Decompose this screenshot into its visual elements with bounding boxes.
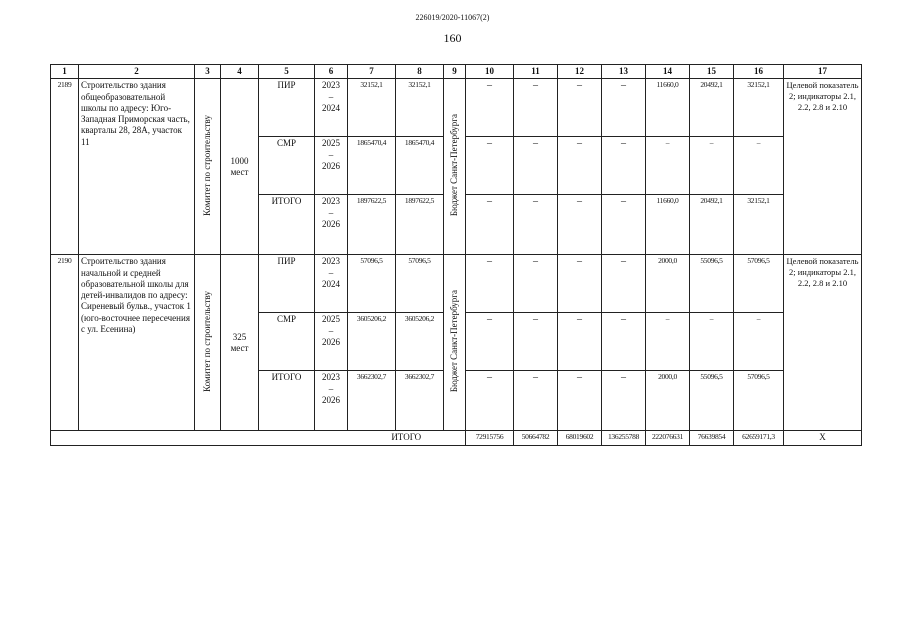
year-value: – bbox=[602, 371, 646, 431]
year-value: – bbox=[602, 195, 646, 255]
stage-name: ПИР bbox=[259, 255, 315, 313]
total-label: ИТОГО bbox=[348, 431, 466, 445]
year-part: 2024 bbox=[322, 102, 340, 113]
total-cost: 32152,1 bbox=[348, 79, 396, 137]
year-value: – bbox=[514, 79, 558, 137]
year-value: – bbox=[558, 79, 602, 137]
budget-label: Бюджет Санкт-Петербурга bbox=[448, 114, 459, 217]
col-header: 2 bbox=[79, 65, 195, 79]
year-value: – bbox=[690, 313, 734, 371]
year-value: – bbox=[466, 137, 514, 195]
year-value: 55096,5 bbox=[690, 255, 734, 313]
year-value: 2000,0 bbox=[646, 371, 690, 431]
remaining-cost: 1897622,5 bbox=[396, 195, 444, 255]
stage-name: ПИР bbox=[259, 79, 315, 137]
year-value: – bbox=[558, 195, 602, 255]
year-value: – bbox=[514, 137, 558, 195]
year-part: 2025 bbox=[322, 138, 340, 149]
customer-label: Комитет по строительству bbox=[201, 114, 212, 216]
col-header: 14 bbox=[646, 65, 690, 79]
year-part: – bbox=[328, 207, 334, 218]
year-part: – bbox=[328, 267, 334, 278]
budget-table bbox=[50, 64, 862, 446]
year-value: – bbox=[466, 313, 514, 371]
year-value: 11660,0 bbox=[646, 195, 690, 255]
year-part: – bbox=[328, 383, 334, 394]
year-value: – bbox=[734, 137, 784, 195]
year-part: 2026 bbox=[322, 218, 340, 229]
col-header: 12 bbox=[558, 65, 602, 79]
customer-cell bbox=[195, 79, 221, 255]
col-header: 7 bbox=[348, 65, 396, 79]
year-value: – bbox=[646, 137, 690, 195]
total-value: 136255788 bbox=[602, 431, 646, 445]
year-part: 2024 bbox=[322, 278, 340, 289]
total-blank bbox=[51, 431, 348, 445]
row-number: 2190 bbox=[51, 255, 79, 431]
remaining-cost: 3662302,7 bbox=[396, 371, 444, 431]
object-description: Строительство здания начальной и средней образовательной школы для детей-инвалидов по адресу: Сиреневый бульв., участок 1 (юго-восточнее пересечения с ул. Есенина) bbox=[79, 255, 195, 431]
header-row bbox=[51, 65, 862, 79]
remaining-cost: 57096,5 bbox=[396, 255, 444, 313]
year-value: 55096,5 bbox=[690, 371, 734, 431]
col-header: 9 bbox=[444, 65, 466, 79]
year-part: 2023 bbox=[322, 256, 340, 267]
year-value: – bbox=[734, 313, 784, 371]
target-indicator: Целевой показатель 2; индикаторы 2.1, 2.2, 2.8 и 2.10 bbox=[784, 79, 862, 255]
total-note: Х bbox=[784, 431, 862, 445]
year-value: – bbox=[466, 255, 514, 313]
year-part: 2023 bbox=[322, 372, 340, 383]
year-value: – bbox=[558, 313, 602, 371]
year-value: 57096,5 bbox=[734, 255, 784, 313]
year-value: – bbox=[602, 79, 646, 137]
budget-label: Бюджет Санкт-Петербурга bbox=[448, 290, 459, 393]
col-header: 6 bbox=[315, 65, 348, 79]
year-value: 57096,5 bbox=[734, 371, 784, 431]
col-header: 13 bbox=[602, 65, 646, 79]
capacity: 325 мест bbox=[221, 255, 259, 431]
year-part: 2023 bbox=[322, 196, 340, 207]
total-value: 72915756 bbox=[466, 431, 514, 445]
year-value: – bbox=[466, 79, 514, 137]
year-part: – bbox=[328, 149, 334, 160]
table-row bbox=[51, 79, 862, 137]
year-value: 11660,0 bbox=[646, 79, 690, 137]
customer-cell bbox=[195, 255, 221, 431]
budget-cell bbox=[444, 255, 466, 431]
document-id: 226019/2020-11067(2) bbox=[415, 13, 490, 22]
total-cost: 1897622,5 bbox=[348, 195, 396, 255]
year-value: – bbox=[602, 255, 646, 313]
table-row bbox=[51, 255, 862, 313]
year-value: 32152,1 bbox=[734, 195, 784, 255]
remaining-cost: 1865470,4 bbox=[396, 137, 444, 195]
total-value: 62659171,3 bbox=[734, 431, 784, 445]
capacity: 1000 мест bbox=[221, 79, 259, 255]
stage-years bbox=[315, 255, 348, 313]
year-value: – bbox=[558, 371, 602, 431]
year-value: – bbox=[602, 137, 646, 195]
col-header: 1 bbox=[51, 65, 79, 79]
total-cost: 57096,5 bbox=[348, 255, 396, 313]
year-value: – bbox=[602, 313, 646, 371]
total-cost: 3605206,2 bbox=[348, 313, 396, 371]
year-part: – bbox=[328, 325, 334, 336]
year-part: – bbox=[328, 91, 334, 102]
year-value: 20492,1 bbox=[690, 79, 734, 137]
year-part: 2026 bbox=[322, 160, 340, 171]
total-row bbox=[51, 431, 862, 445]
year-value: – bbox=[514, 255, 558, 313]
year-part: 2023 bbox=[322, 80, 340, 91]
remaining-cost: 32152,1 bbox=[396, 79, 444, 137]
object-description: Строительство здания общеобразовательной школы по адресу: Юго-Западная Приморская часть, кварталы 28, 28А, участок 11 bbox=[79, 79, 195, 255]
col-header: 17 bbox=[784, 65, 862, 79]
year-value: – bbox=[514, 371, 558, 431]
total-value: 50664782 bbox=[514, 431, 558, 445]
year-value: – bbox=[466, 195, 514, 255]
year-value: – bbox=[558, 255, 602, 313]
stage-name: СМР bbox=[259, 137, 315, 195]
col-header: 3 bbox=[195, 65, 221, 79]
target-indicator: Целевой показатель 2; индикаторы 2.1, 2.2, 2.8 и 2.10 bbox=[784, 255, 862, 431]
year-value: – bbox=[558, 137, 602, 195]
stage-years bbox=[315, 371, 348, 431]
stage-name: СМР bbox=[259, 313, 315, 371]
year-part: 2026 bbox=[322, 336, 340, 347]
col-header: 4 bbox=[221, 65, 259, 79]
col-header: 11 bbox=[514, 65, 558, 79]
year-value: – bbox=[646, 313, 690, 371]
customer-label: Комитет по строительству bbox=[201, 290, 212, 392]
total-value: 76639854 bbox=[690, 431, 734, 445]
year-value: – bbox=[466, 371, 514, 431]
year-value: – bbox=[690, 137, 734, 195]
year-value: – bbox=[514, 313, 558, 371]
stage-years bbox=[315, 137, 348, 195]
year-part: 2025 bbox=[322, 314, 340, 325]
col-header: 15 bbox=[690, 65, 734, 79]
stage-years bbox=[315, 79, 348, 137]
year-value: 20492,1 bbox=[690, 195, 734, 255]
stage-years bbox=[315, 313, 348, 371]
budget-cell bbox=[444, 79, 466, 255]
stage-name: ИТОГО bbox=[259, 195, 315, 255]
remaining-cost: 3605206,2 bbox=[396, 313, 444, 371]
year-value: – bbox=[514, 195, 558, 255]
page-number: 160 bbox=[443, 31, 462, 45]
col-header: 5 bbox=[259, 65, 315, 79]
total-value: 68019602 bbox=[558, 431, 602, 445]
year-value: 2000,0 bbox=[646, 255, 690, 313]
year-value: 32152,1 bbox=[734, 79, 784, 137]
stage-years bbox=[315, 195, 348, 255]
total-cost: 1865470,4 bbox=[348, 137, 396, 195]
row-number: 2189 bbox=[51, 79, 79, 255]
total-cost: 3662302,7 bbox=[348, 371, 396, 431]
total-value: 222076631 bbox=[646, 431, 690, 445]
col-header: 8 bbox=[396, 65, 444, 79]
col-header: 16 bbox=[734, 65, 784, 79]
year-part: 2026 bbox=[322, 394, 340, 405]
col-header: 10 bbox=[466, 65, 514, 79]
stage-name: ИТОГО bbox=[259, 371, 315, 431]
